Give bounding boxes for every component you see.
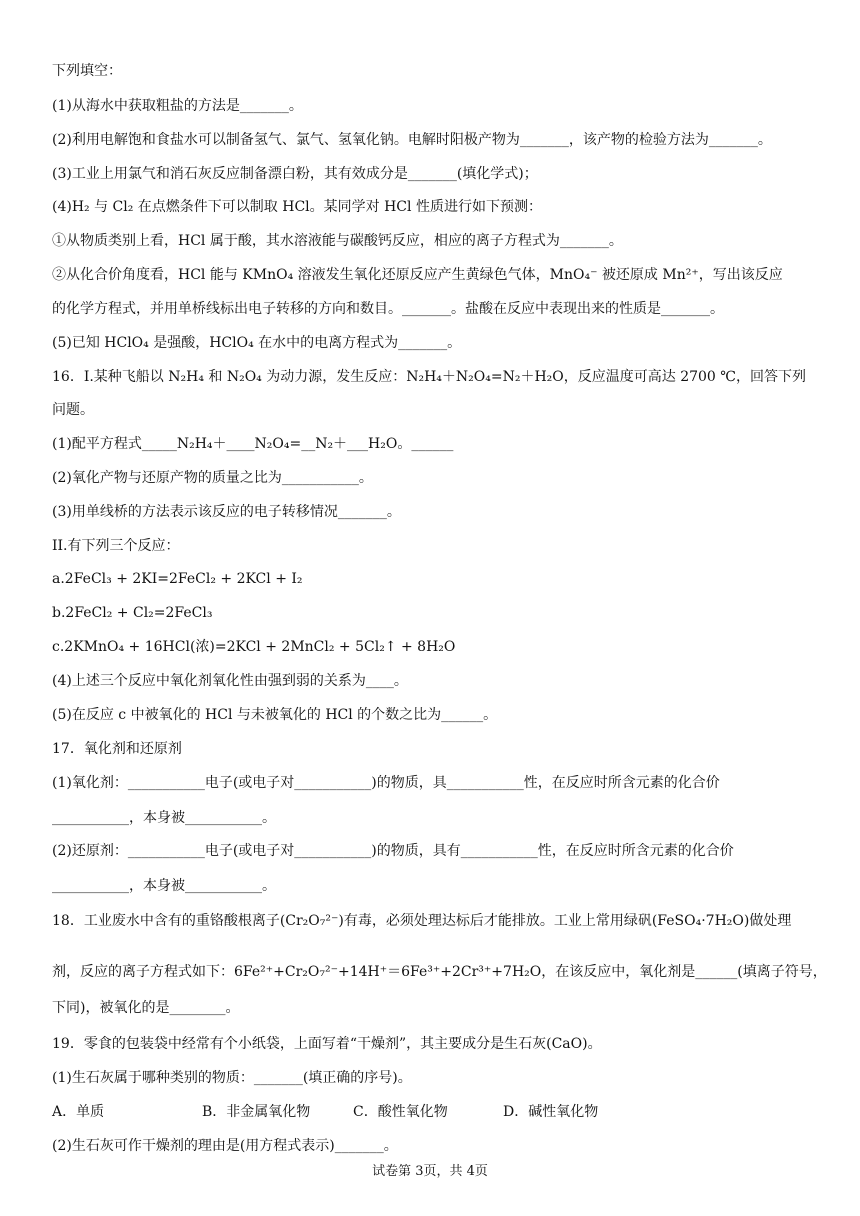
option-b: B．非金属氧化物: [202, 1104, 311, 1120]
text-line: ___________，本身被___________。: [52, 810, 276, 826]
text-line: (1)配平方程式_____N₂H₄＋____N₂O₄=__N₂＋___H₂O。______: [52, 436, 454, 452]
text-line: (2)利用电解饱和食盐水可以制备氢气、氯气、氢氧化钠。电解时阳极产物为_______，该产物的检验方法为_______。: [52, 132, 772, 148]
text-line: (1)生石灰属于哪种类别的物质：_______(填正确的序号)。: [52, 1070, 412, 1086]
text-line: 17．氧化剂和还原剂: [52, 741, 182, 757]
text-line: (3)工业上用氯气和消石灰反应制备漂白粉，其有效成分是_______(填化学式)；: [52, 166, 538, 182]
text-line: c.2KMnO₄ + 16HCl(浓)=2KCl + 2MnCl₂ + 5Cl₂↑ + 8H₂O: [52, 639, 456, 655]
text-line: 下列填空：: [52, 63, 122, 79]
text-line: ②从化合价角度看，HCl 能与 KMnO₄ 溶液发生氧化还原反应产生黄绿色气体，MnO₄⁻ 被还原成 Mn²⁺，写出该反应: [52, 267, 783, 283]
text-line: (5)已知 HClO₄ 是强酸，HClO₄ 在水中的电离方程式为_______。: [52, 335, 462, 351]
text-line: (4)H₂ 与 Cl₂ 在点燃条件下可以制取 HCl。某同学对 HCl 性质进行如下预测：: [52, 199, 542, 215]
text-line: 19．零食的包装袋中经常有个小纸袋，上面写着“干燥剂”，其主要成分是生石灰(CaO)。: [52, 1036, 602, 1052]
text-line: II.有下列三个反应：: [52, 538, 180, 554]
text-line: a.2FeCl₃ + 2KI=2FeCl₂ + 2KCl + I₂: [52, 571, 303, 587]
text-line: (1)从海水中获取粗盐的方法是_______。: [52, 98, 303, 114]
text-line: 的化学方程式，并用单桥线标出电子转移的方向和数目。_______。盐酸在反应中表现出来的性质是_______。: [52, 301, 724, 317]
text-line: (3)用单线桥的方法表示该反应的电子转移情况_______。: [52, 504, 401, 520]
text-line: ___________，本身被___________。: [52, 878, 276, 894]
text-line: 16．I.某种飞船以 N₂H₄ 和 N₂O₄ 为动力源，发生反应：N₂H₄＋N₂O₄=N₂＋H₂O，反应温度可高达 2700 ℃，回答下列: [52, 369, 806, 385]
text-line: b.2FeCl₂ + Cl₂=2FeCl₃: [52, 605, 213, 621]
text-line: (5)在反应 c 中被氧化的 HCl 与未被氧化的 HCl 的个数之比为______。: [52, 707, 498, 723]
text-line: (2)氧化产物与还原产物的质量之比为___________。: [52, 470, 373, 486]
text-line: 18．工业废水中含有的重铬酸根离子(Cr₂O₇²⁻)有毒，必须处理达标后才能排放。工业上常用绿矾(FeSO₄·7H₂O)做处理: [52, 913, 792, 929]
option-a: A．单质: [52, 1104, 105, 1120]
text-line: ①从物质类别上看，HCl 属于酸，其水溶液能与碳酸钙反应，相应的离子方程式为_______。: [52, 233, 623, 249]
page-footer: 试卷第 3页，共 4页: [372, 1164, 488, 1179]
text-line: (2)生石灰可作干燥剂的理由是(用方程式表示)_______。: [52, 1138, 398, 1154]
option-c: C．酸性氧化物: [353, 1104, 448, 1120]
option-d: D．碱性氧化物: [503, 1104, 599, 1120]
text-line: 问题。: [52, 402, 94, 418]
text-line: (2)还原剂：___________电子(或电子对___________)的物质，具有___________性，在反应时所含元素的化合价: [52, 843, 734, 859]
text-line: 下同)，被氧化的是________。: [52, 1000, 240, 1016]
text-line: (4)上述三个反应中氧化剂氧化性由强到弱的关系为____。: [52, 673, 408, 689]
text-line: (1)氧化剂：___________电子(或电子对___________)的物质，具___________性，在反应时所含元素的化合价: [52, 775, 720, 791]
text-line: 剂，反应的离子方程式如下：6Fe²⁺+Cr₂O₇²⁻+14H⁺＝6Fe³⁺+2Cr³⁺+7H₂O，在该反应中，氧化剂是______(填离子符号，: [52, 964, 827, 980]
